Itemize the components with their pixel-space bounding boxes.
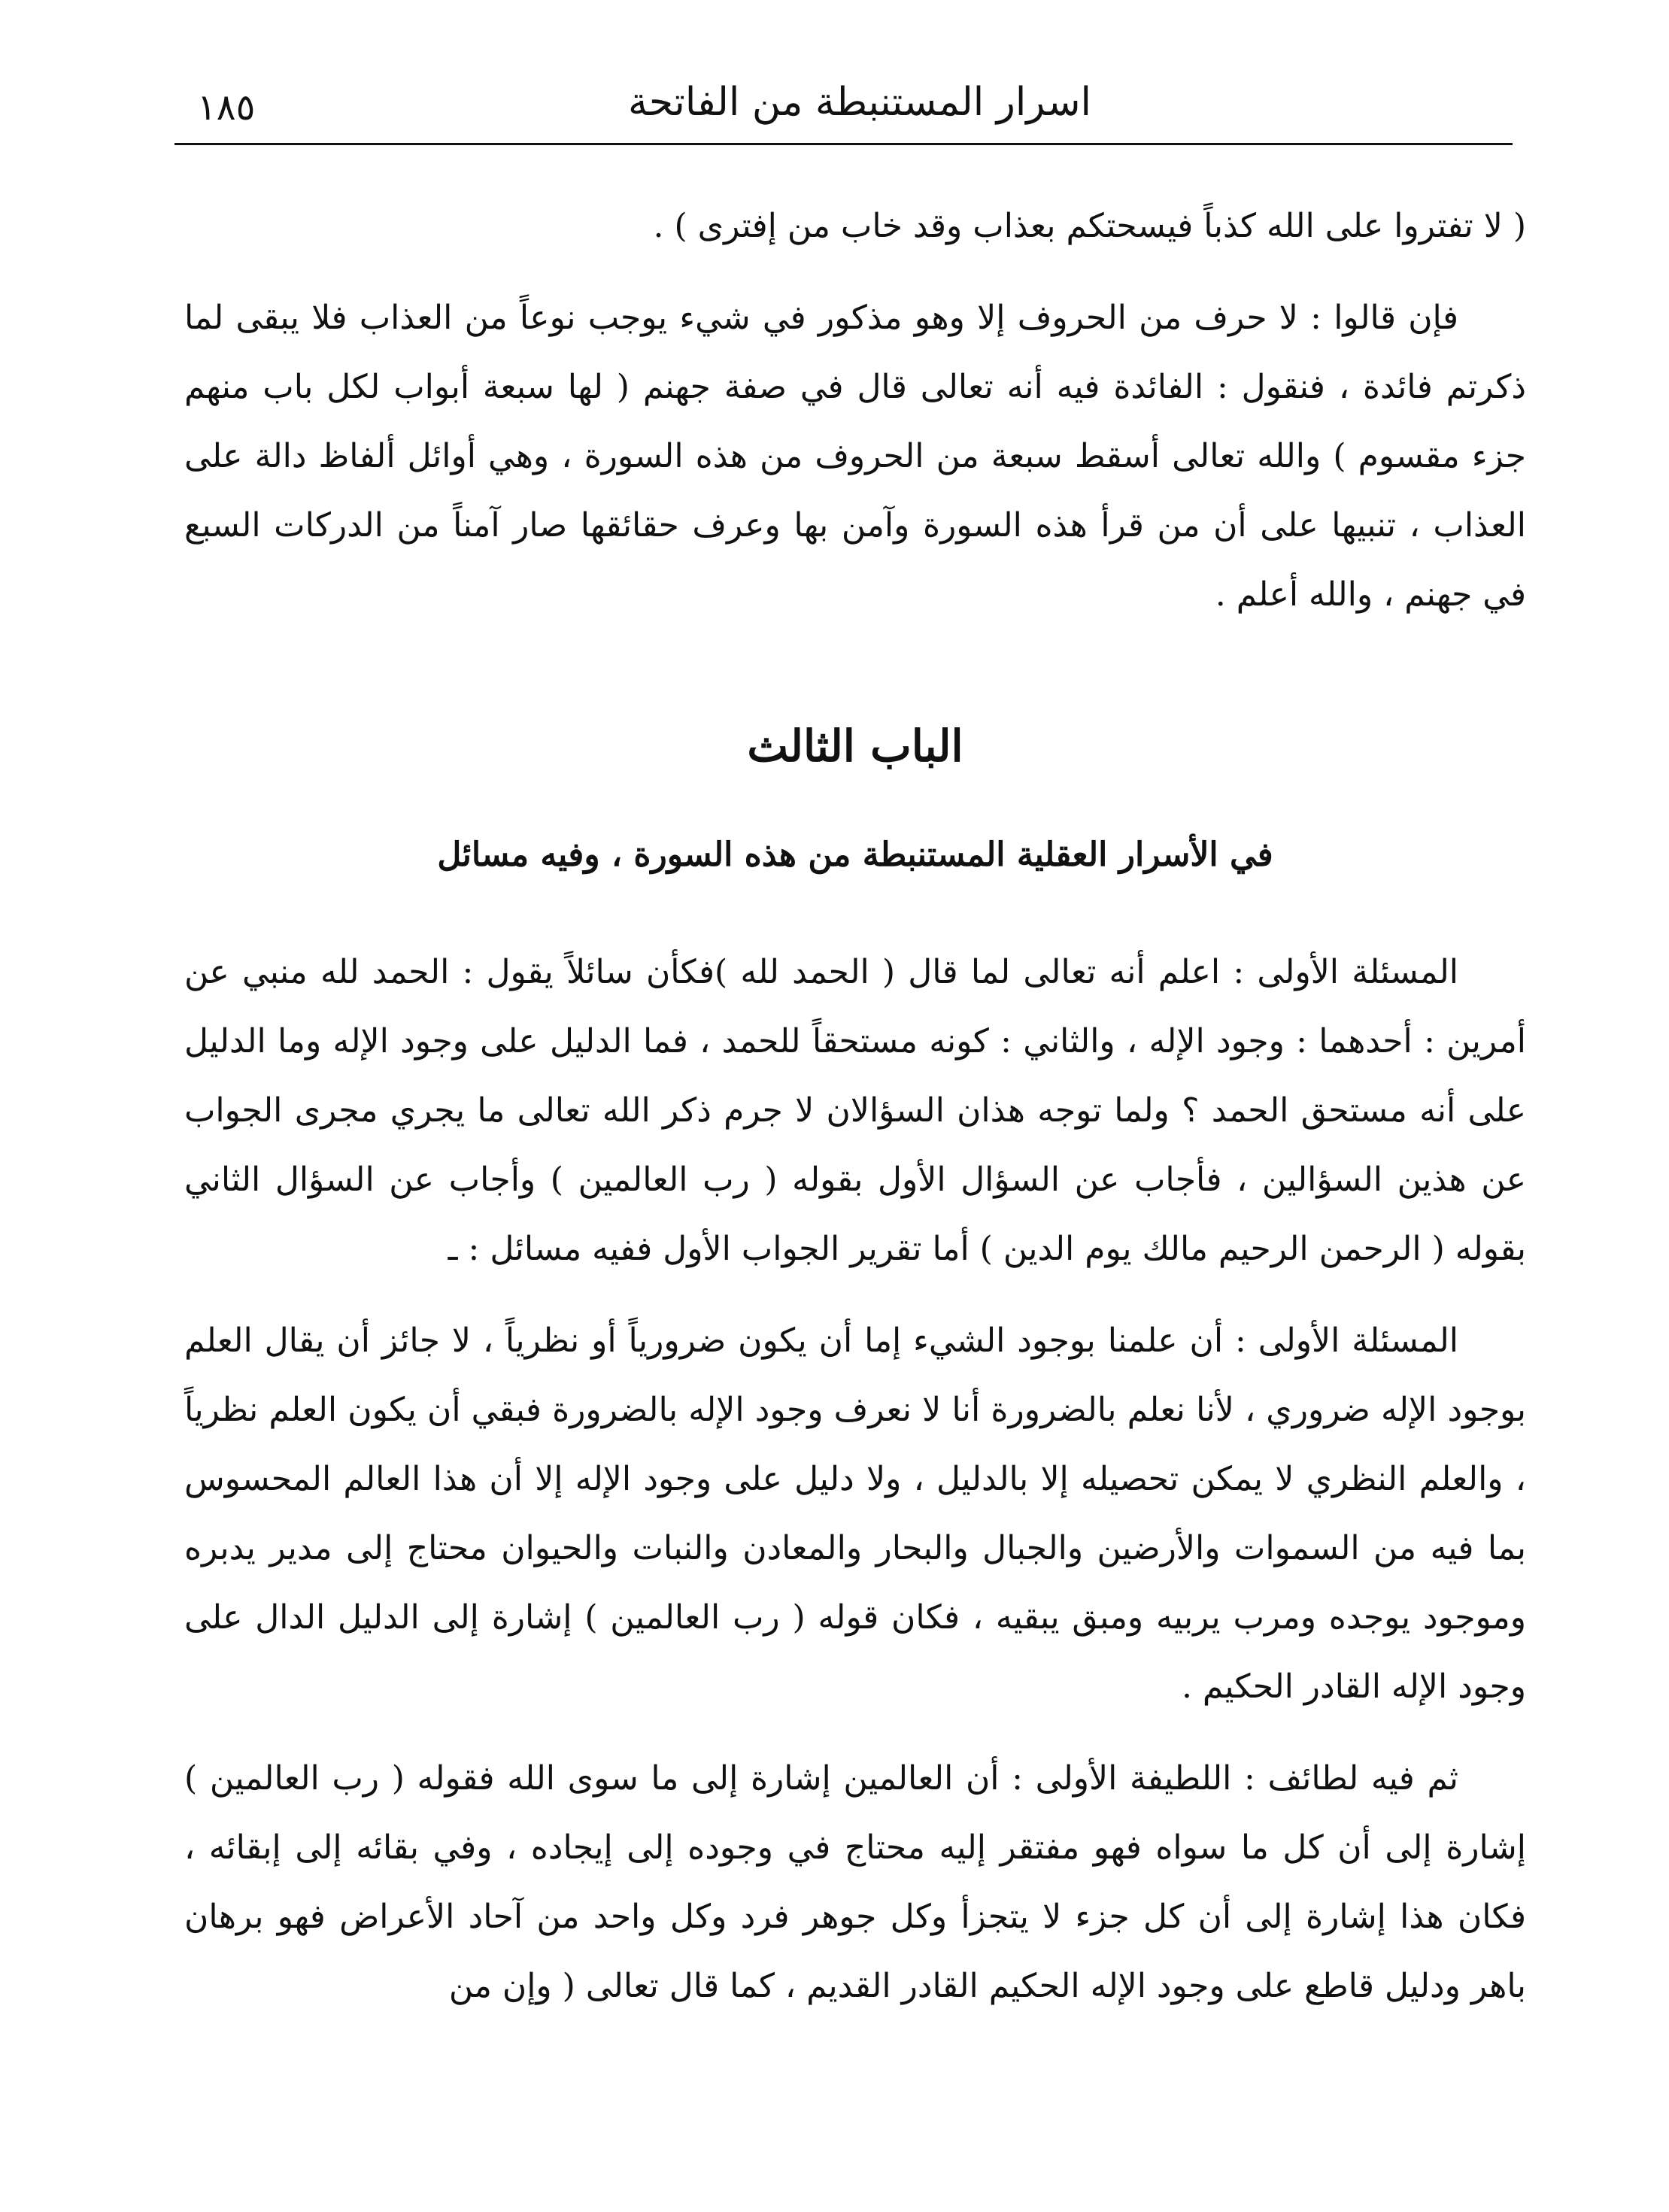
- paragraph-first-question: المسئلة الأولى : أن علمنا بوجود الشيء إما أن يكون ضرورياً أو نظرياً ، لا جائز أن يقال العلم بوجود الإله ضروري ، لأنا نعلم بالضرورة أنا لا نعرف وجود الإله بالضرورة فبقي أن يكون العلم نظرياً ، والعلم النظري لا يمكن تحصيله إلا بالدليل ، ولا دليل على وجود الإله إلا أن هذا العالم المحسوس بما فيه من السموات والأرضين والجبال والبحار والمعادن والنبات والحيوان محتاج إلى مدير يدبره وموجود يوجده ومرب يربيه ومبق يبقيه ، فكان قوله ( رب العالمين ) إشارة إلى الدليل الدال على وجود الإله القادر الحكيم .: [184, 1321, 1526, 1706]
- paragraph-quran-quote: ( لا تفتروا على الله كذباً فيسحتكم بعذاب وقد خاب من إفترى ) .: [653, 207, 1526, 245]
- paragraph-first-issue: المسئلة الأولى : اعلم أنه تعالى لما قال ( الحمد لله )فكأن سائلاً يقول : الحمد لله منبي عن أمرين : أحدهما : وجود الإله ، والثاني : كونه مستحقاً للحمد ، فما الدليل على وجود الإله وما الدليل على أنه مستحق الحمد ؟ ولما توجه هذان السؤالان لا جرم ذكر الله تعالى ما يجري مجرى الجواب عن هذين السؤالين ، فأجاب عن السؤال الأول بقوله ( رب العالمين ) وأجاب عن السؤال الثاني بقوله ( الرحمن الرحيم مالك يوم الدين ) أما تقرير الجواب الأول ففيه مسائل : ـ: [184, 953, 1526, 1268]
- page-body: [184, 192, 1526, 2044]
- paragraph-objection: فإن قالوا : لا حرف من الحروف إلا وهو مذكور في شيء يوجب نوعاً من العذاب فلا يبقى لما ذكرتم فائدة ، فنقول : الفائدة فيه أنه تعالى قال في صفة جهنم ( لها سبعة أبواب لكل باب منهم جزء مقسوم ) والله تعالى أسقط سبعة من الحروف من هذه السورة ، وهي أوائل ألفاظ دالة على العذاب ، تنبيها على أن من قرأ هذه السورة وآمن بها وعرف حقائقها صار آمناً من الدركات السبع في جهنم ، والله أعلم .: [184, 299, 1526, 614]
- page-number: ١٨٥: [197, 86, 256, 129]
- page-header: [174, 72, 1513, 144]
- paragraph-subtleties: ثم فيه لطائف : اللطيفة الأولى : أن العالمين إشارة إلى ما سوى الله فقوله ( رب العالمين ) إشارة إلى أن كل ما سواه فهو مفتقر إليه محتاج في وجوده إلى إيجاده ، وفي بقائه إلى إبقائه ، فكان هذا إشارة إلى أن كل جزء لا يتجزأ وكل جوهر فرد وكل واحد من آحاد الأعراض فهو برهان باهر ودليل قاطع على وجود الإله الحكيم القادر القديم ، كما قال تعالى ( وإن من: [184, 1759, 1526, 2005]
- running-title: اسرار المستنبطة من الفاتحة: [627, 80, 1091, 125]
- chapter-subtitle: في الأسرار العقلية المستنبطة من هذه السورة ، وفيه مسائل: [437, 836, 1273, 874]
- header-rule: [174, 143, 1513, 145]
- chapter-title: الباب الثالث: [747, 721, 963, 772]
